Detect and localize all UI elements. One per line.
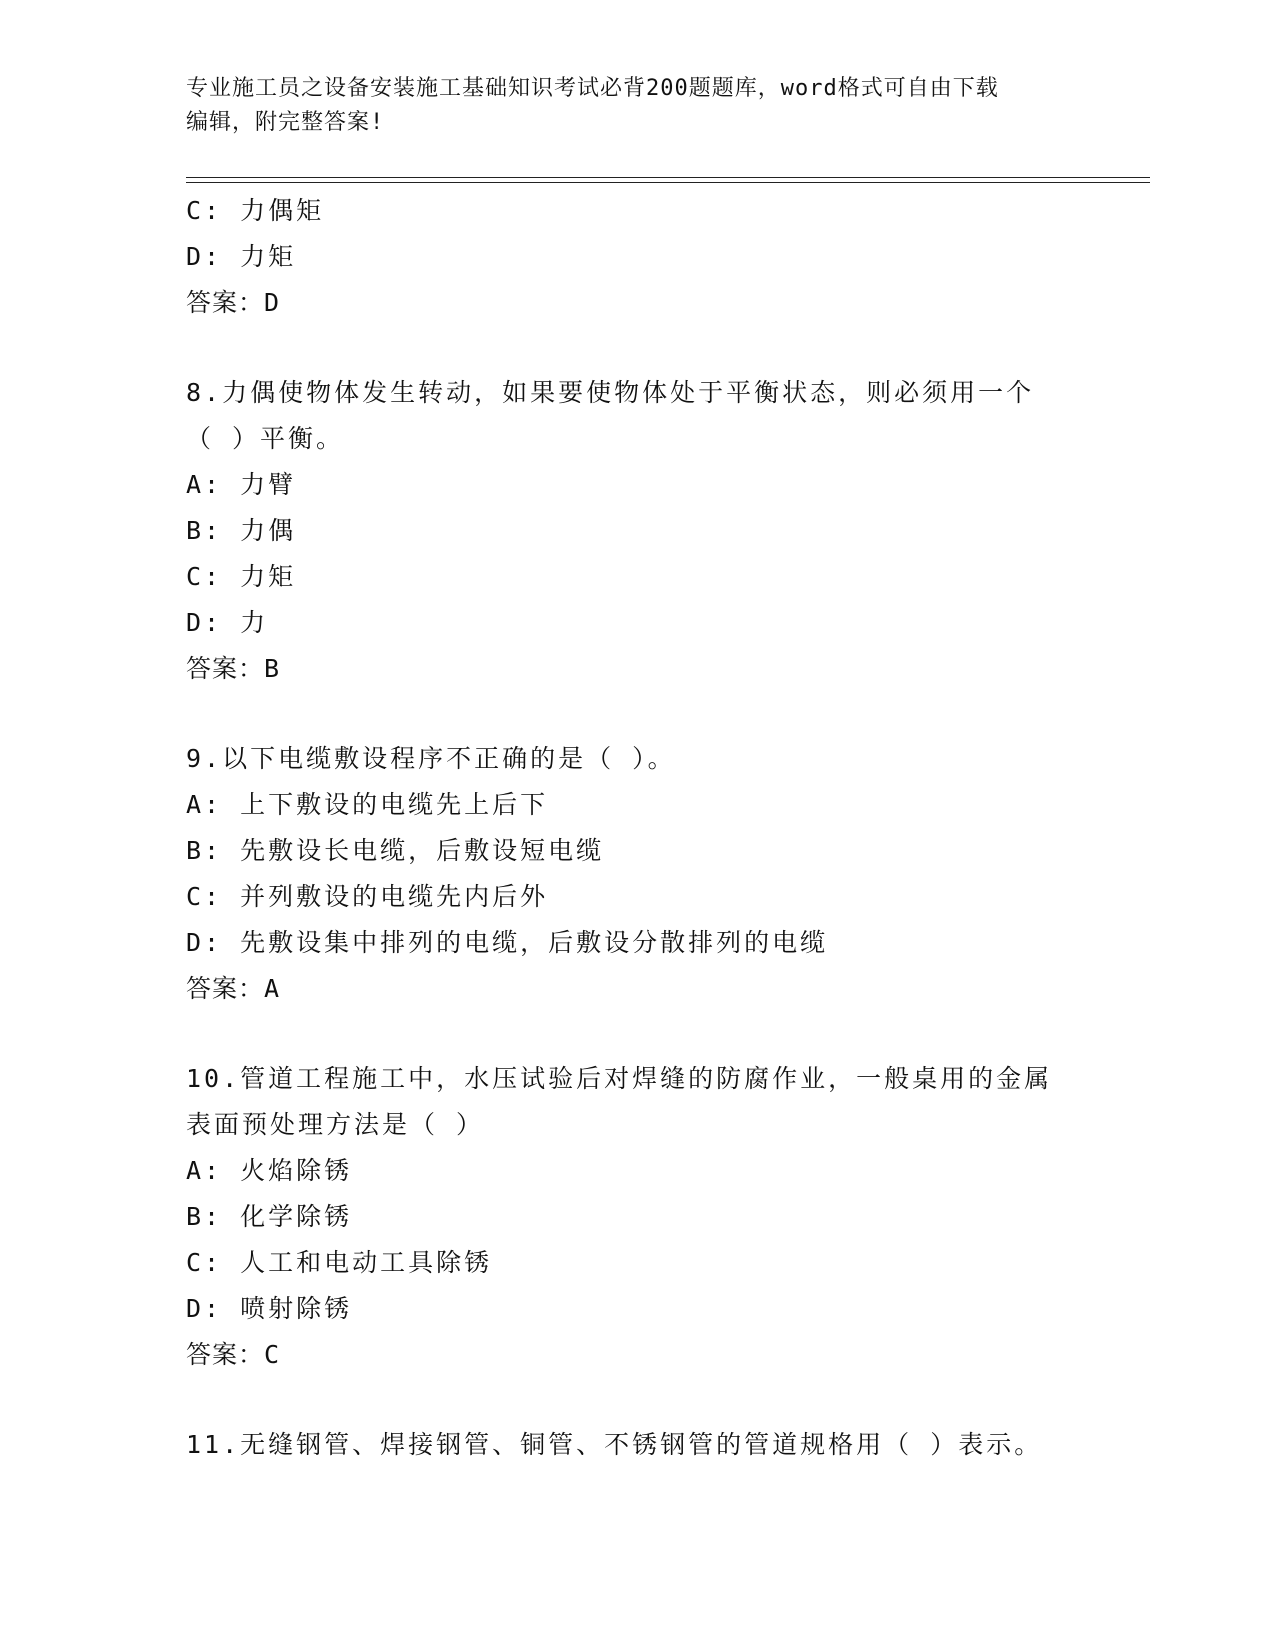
header-title-line-2: 编辑，附完整答案! bbox=[186, 110, 385, 135]
answer: 答案：B bbox=[186, 654, 281, 683]
spacer bbox=[186, 1012, 1146, 1056]
document-header bbox=[186, 72, 1086, 140]
option-d: D: 力矩 bbox=[186, 242, 297, 271]
header-divider-top bbox=[186, 177, 1150, 178]
spacer bbox=[186, 692, 1146, 736]
option-d: D: 喷射除锈 bbox=[186, 1294, 353, 1323]
option-d: D: 力 bbox=[186, 608, 269, 637]
question-8 bbox=[186, 370, 1146, 692]
option-c: C: 并列敷设的电缆先内后外 bbox=[186, 882, 549, 911]
option-a: A: 力臂 bbox=[186, 470, 297, 499]
question-10 bbox=[186, 1056, 1146, 1378]
question-text-line-1: 10.管道工程施工中，水压试验后对焊缝的防腐作业，一般桌用的金属 bbox=[186, 1064, 1053, 1093]
spacer bbox=[186, 326, 1146, 370]
question-text-line-2: 表面预处理方法是（ ） bbox=[186, 1110, 485, 1139]
question-list bbox=[186, 188, 1146, 1468]
option-a: A: 火焰除锈 bbox=[186, 1156, 353, 1185]
question-text-line-2: （ ）平衡。 bbox=[186, 424, 345, 453]
header-divider-bottom bbox=[186, 182, 1150, 183]
option-c: C: 力偶矩 bbox=[186, 196, 325, 225]
question-7-tail bbox=[186, 188, 1146, 326]
question-text-line-1: 11.无缝钢管、焊接钢管、铜管、不锈钢管的管道规格用（ ）表示。 bbox=[186, 1430, 1043, 1459]
option-b: B: 先敷设长电缆，后敷设短电缆 bbox=[186, 836, 605, 865]
question-text-line-1: 8.力偶使物体发生转动，如果要使物体处于平衡状态，则必须用一个 bbox=[186, 378, 1035, 407]
answer: 答案：C bbox=[186, 1340, 281, 1369]
option-c: C: 人工和电动工具除锈 bbox=[186, 1248, 493, 1277]
answer: 答案：A bbox=[186, 974, 281, 1003]
question-11 bbox=[186, 1422, 1146, 1468]
question-9 bbox=[186, 736, 1146, 1012]
option-a: A: 上下敷设的电缆先上后下 bbox=[186, 790, 549, 819]
header-title-line-1: 专业施工员之设备安装施工基础知识考试必背200题题库，word格式可自由下载 bbox=[186, 76, 999, 101]
option-c: C: 力矩 bbox=[186, 562, 297, 591]
option-d: D: 先敷设集中排列的电缆，后敷设分散排列的电缆 bbox=[186, 928, 829, 957]
option-b: B: 力偶 bbox=[186, 516, 297, 545]
question-text-line-1: 9.以下电缆敷设程序不正确的是（ ）。 bbox=[186, 744, 676, 773]
spacer bbox=[186, 1378, 1146, 1422]
option-b: B: 化学除锈 bbox=[186, 1202, 353, 1231]
answer: 答案：D bbox=[186, 288, 281, 317]
